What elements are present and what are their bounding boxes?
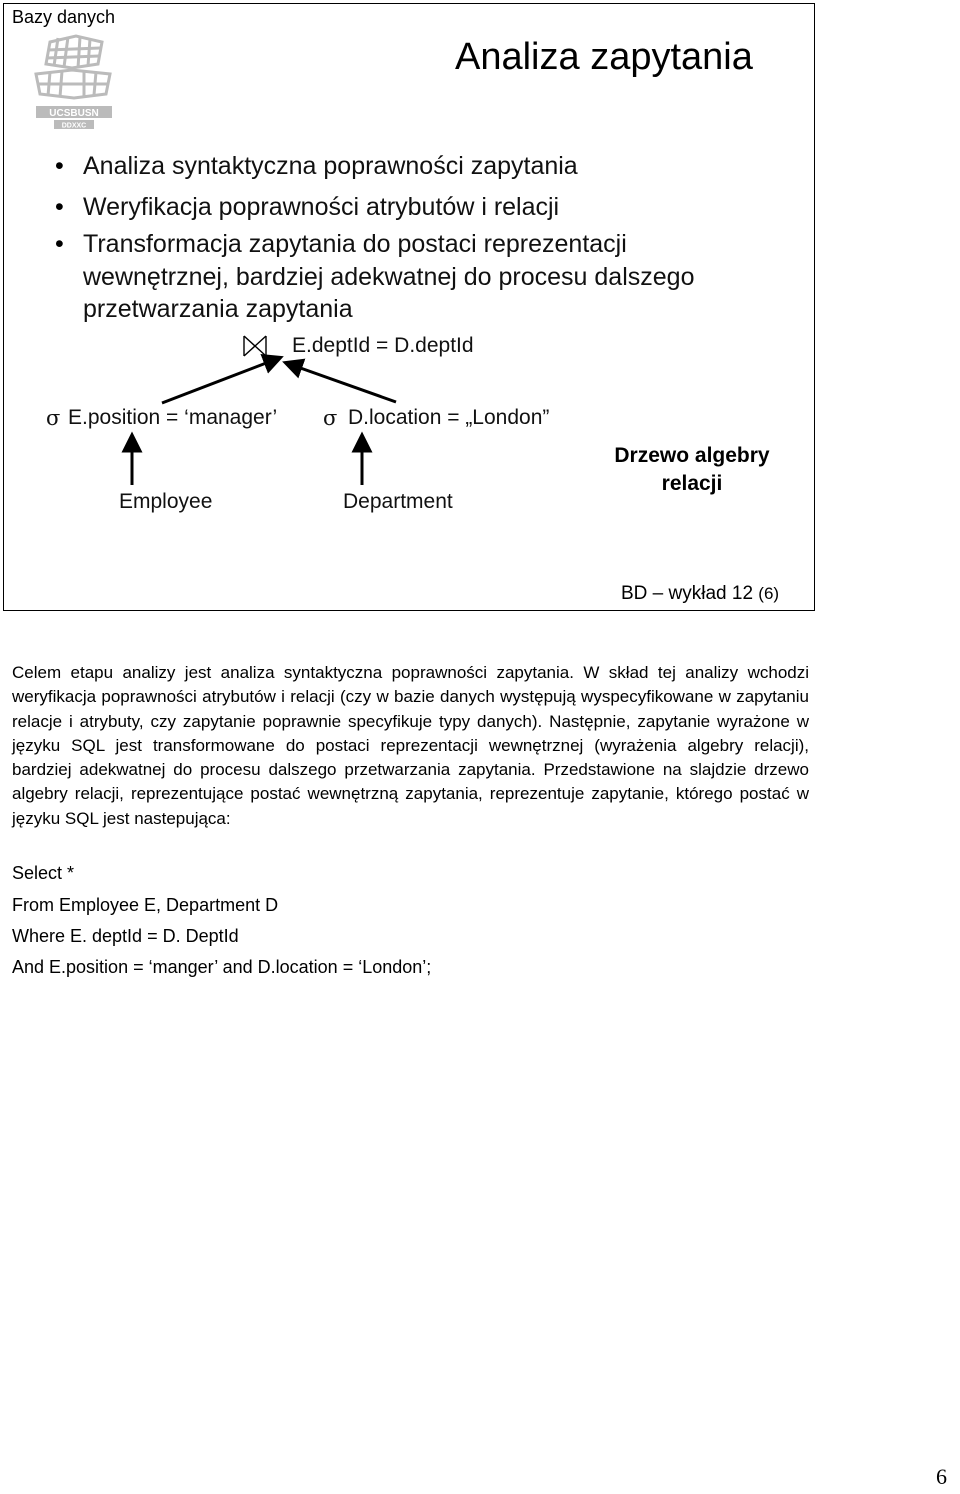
sigma-left-icon: σ [46,406,61,430]
bullet-dot: • [55,193,64,221]
notes-paragraph: Celem etapu analizy jest analiza syntaktyczna poprawności zapytania. W skład tej analizy wchodzi weryfikacja poprawności atrybutów i relacji (czy w bazie danych występują wyspecyfikowane w zapytaniu relacje i atrybuty, czy zapytanie poprawnie specyfikuje typy danych). Następnie, zapytanie wyrażone w języku SQL jest transformowane do postaci reprezentacji wewnętrznej (wyrażenia algebry relacji), bardziej adekwatnej do procesu dalszego przetwarzania zapytania. Przedstawione na slajdzie drzewo algebry relacji, reprezentujące postać wewnętrzną zapytania, reprezentuje zapytanie, którego postać w języku SQL jest nastepująca: [12,663,809,828]
bullet-dot: • [55,152,64,180]
bullet-3-line1: Transformacja zapytania do postaci reprezentacji [83,230,627,258]
tree-caption [590,442,794,498]
join-icon [244,336,266,356]
edge-left [162,360,274,403]
tree-caption-line1: Drzewo algebry [614,444,770,467]
bullet-3-line2: wewnętrznej, bardziej adekwatnej do procesu dalszego [83,263,695,291]
sigma-right-icon: σ [323,406,338,430]
page-number: 6 [936,1464,947,1489]
bullet-1: Analiza syntaktyczna poprawności zapytania [83,152,578,180]
join-condition: E.deptId = D.deptId [292,334,474,357]
bullet-2: Weryfikacja poprawności atrybutów i relacji [83,193,560,221]
sql-line-2: From Employee E, Department D [12,895,279,915]
bullet-dot: • [55,230,64,258]
course-label: Bazy danych [12,7,116,27]
slide-footer [621,583,779,605]
edge-right [292,365,396,402]
slide-title: Analiza zapytania [455,36,753,78]
footer-page: (6) [758,584,780,603]
logo-text-line1: UCSBUSN [49,108,99,119]
relation-department: Department [343,490,453,513]
sql-line-1: Select * [12,863,75,883]
sql-line-3: Where E. deptId = D. DeptId [12,926,239,946]
tree-caption-line2: relacji [661,472,723,495]
footer-label: BD – wykład 12 [621,583,754,604]
right-selection: D.location = „London” [348,406,550,429]
left-selection: E.position = ‘manager’ [68,406,278,429]
bullet-3-line3: przetwarzania zapytania [83,295,353,323]
logo-text-line2: DDXXC [61,122,87,130]
relation-employee: Employee [119,490,213,513]
sql-line-4: And E.position = ‘manger’ and D.location = ‘London’; [12,957,432,977]
